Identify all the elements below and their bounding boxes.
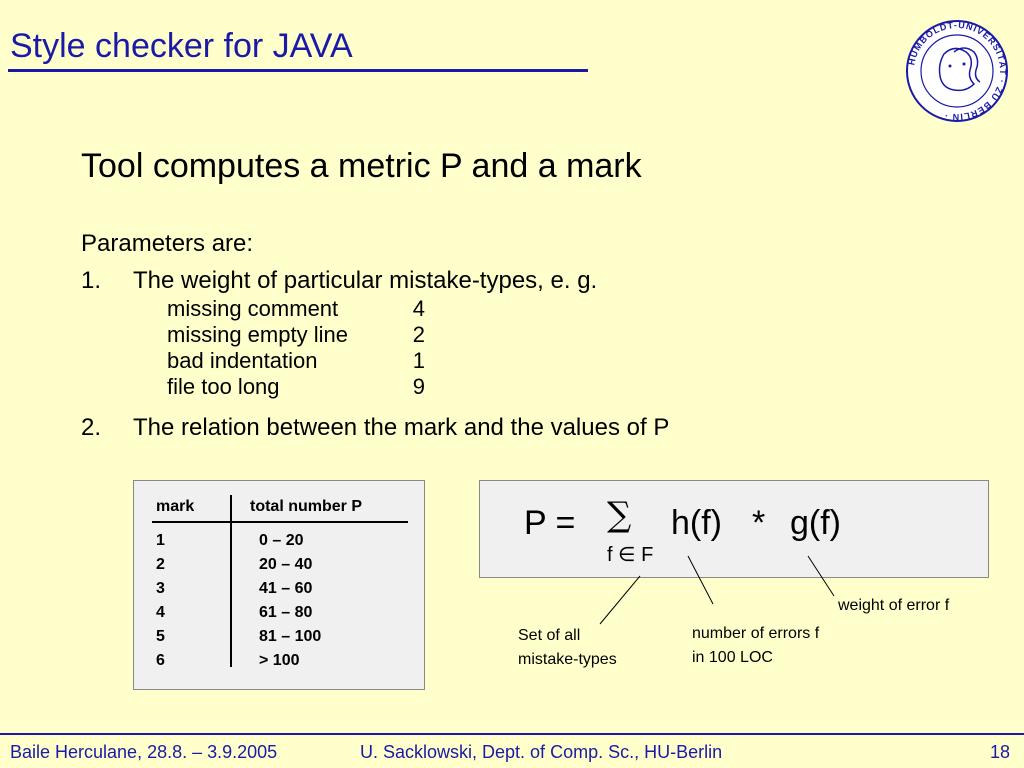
list-number: 1. — [81, 267, 102, 294]
annotation-text: in 100 LOC — [692, 649, 773, 666]
footer-author: U. Sacklowski, Dept. of Comp. Sc., HU-Berlin — [360, 742, 723, 762]
weight-value: 4 — [412, 296, 425, 321]
table-cell-mark: 3 — [156, 580, 165, 597]
formula-lhs: P = — [524, 504, 576, 542]
table-cell-range: 61 – 80 — [259, 604, 313, 621]
footer-event: Baile Herculane, 28.8. – 3.9.2005 — [10, 742, 278, 762]
formula-h: h(f) — [671, 504, 722, 542]
formula-operator: * — [752, 504, 766, 542]
list-number: 2. — [81, 414, 102, 441]
table-cell-range: 41 – 60 — [259, 580, 313, 597]
sum-subscript: f ∈ F — [607, 544, 654, 566]
weight-label: file too long — [167, 374, 280, 399]
weight-label: missing empty line — [167, 322, 348, 347]
weight-value: 1 — [412, 348, 425, 373]
weight-value: 9 — [412, 374, 425, 399]
formula-g: g(f) — [790, 504, 841, 542]
table-cell-mark: 5 — [156, 628, 165, 645]
weight-label: missing comment — [167, 296, 339, 321]
svg-text:HUMBOLDT-UNIVERSITÄT · ZU BERL: HUMBOLDT-UNIVERSITÄT · ZU BERLIN · — [906, 19, 1009, 123]
table-cell-mark: 2 — [156, 556, 165, 573]
sigma-symbol: ∑ — [607, 495, 632, 535]
annotation-set-of-mistakes — [518, 624, 617, 672]
annotation-weight: weight of error f — [838, 597, 950, 614]
weight-label: bad indentation — [167, 348, 318, 373]
annotation-text: mistake-types — [518, 651, 617, 668]
parameters-label: Parameters are: — [81, 230, 254, 257]
annotation-error-count — [692, 622, 819, 670]
table-header-total: total number P — [250, 498, 363, 515]
annotation-text: Set of all — [518, 627, 581, 644]
slide-title: Style checker for JAVA — [10, 27, 353, 65]
table-cell-range: 0 – 20 — [259, 532, 304, 549]
table-cell-mark: 4 — [156, 604, 165, 621]
table-cell-range: 20 – 40 — [259, 556, 313, 573]
table-cell-range: 81 – 100 — [259, 628, 322, 645]
table-cell-mark: 6 — [156, 652, 165, 669]
annotation-text: number of errors f — [692, 625, 820, 642]
slide-heading: Tool computes a metric P and a mark — [81, 147, 642, 185]
table-cell-range: > 100 — [259, 652, 300, 669]
list-text: The weight of particular mistake-types, e. g. — [133, 267, 598, 294]
weight-value: 2 — [412, 322, 425, 347]
annotation-line-weight — [808, 556, 834, 596]
page-number: 18 — [990, 742, 1011, 762]
annotation-line-count — [688, 556, 713, 604]
annotation-line-set — [600, 576, 640, 624]
footer-divider — [0, 733, 1024, 735]
table-header-mark: mark — [156, 498, 195, 515]
list-text: The relation between the mark and the values of P — [133, 414, 670, 441]
table-cell-mark: 1 — [156, 532, 165, 549]
